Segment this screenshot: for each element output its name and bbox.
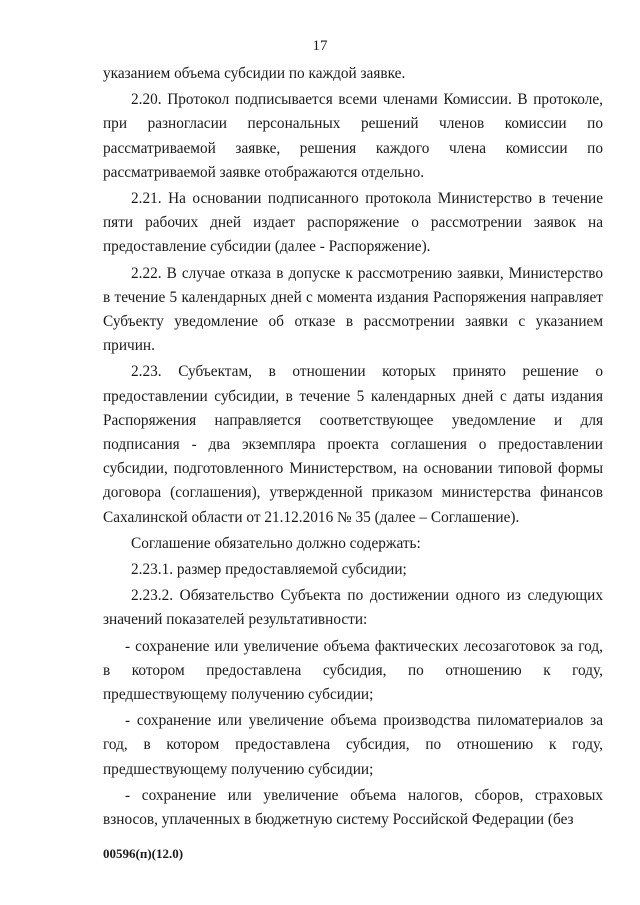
list-item-lumber: - сохранение или увеличение объема производства пиломатериалов за год, в котором предоставлена субсидия, по отношению к году, предшествующему получению субсидии; [103,712,603,778]
paragraph-2-23: 2.23. Субъектам, в отношении которых принято решение о предоставлении субсидии, в течение 5 календарных дней с даты издания Распоряжения направляется соответствующее уведомление и для подписания - два экземпляра проекта соглашения о предоставлении субсидии, подготовленного Министерством, на основании типовой формы договора (соглашения), утвержденной приказом министерства финансов Сахалинской области от 21.12.2016 № 35 (далее – Соглашение). [103,363,603,526]
list-item-logging: - сохранение или увеличение объема фактических лесозаготовок за год, в котором предоставлена субсидия, по отношению к году, предшествующему получению субсидии; [103,637,603,704]
paragraph-agreement-contents: Соглашение обязательно должно содержать: [131,534,421,552]
paragraph-2-22: 2.22. В случае отказа в допуске к рассмотрению заявки, Министерство в течение 5 календарных дней с момента издания Распоряжения направляет Субъекту уведомление об отказе в рассмотрении заявки с указанием причин. [103,264,603,355]
paragraph-2-21: 2.21. На основании подписанного протокола Министерство в течение пяти рабочих дней издает распоряжение о рассмотрении заявок на предоставление субсидии (далее - Распоряжение). [103,190,603,256]
paragraph-continuation: указанием объема субсидии по каждой заявке. [103,65,406,82]
paragraph-2-23-2: 2.23.2. Обязательство Субъекта по достижении одного из следующих значений показателей результативности: [103,587,603,629]
document-footer-code: 00596(п)(12.0) [103,846,184,861]
paragraph-2-20: 2.20. Протокол подписывается всеми членами Комиссии. В протоколе, при разногласии персональных решений членов комиссии по рассматриваемой заявке, решения каждого члена комиссии по рассматриваемой заявке отображаются отдельно. [103,91,603,181]
paragraph-2-23-1: 2.23.1. размер предоставляемой субсидии; [131,561,407,579]
document-body [103,62,603,832]
page-number: 17 [312,38,328,54]
list-item-taxes: - сохранение или увеличение объема налогов, сборов, страховых взносов, уплаченных в бюджетную систему Российской Федерации (без [103,786,603,829]
